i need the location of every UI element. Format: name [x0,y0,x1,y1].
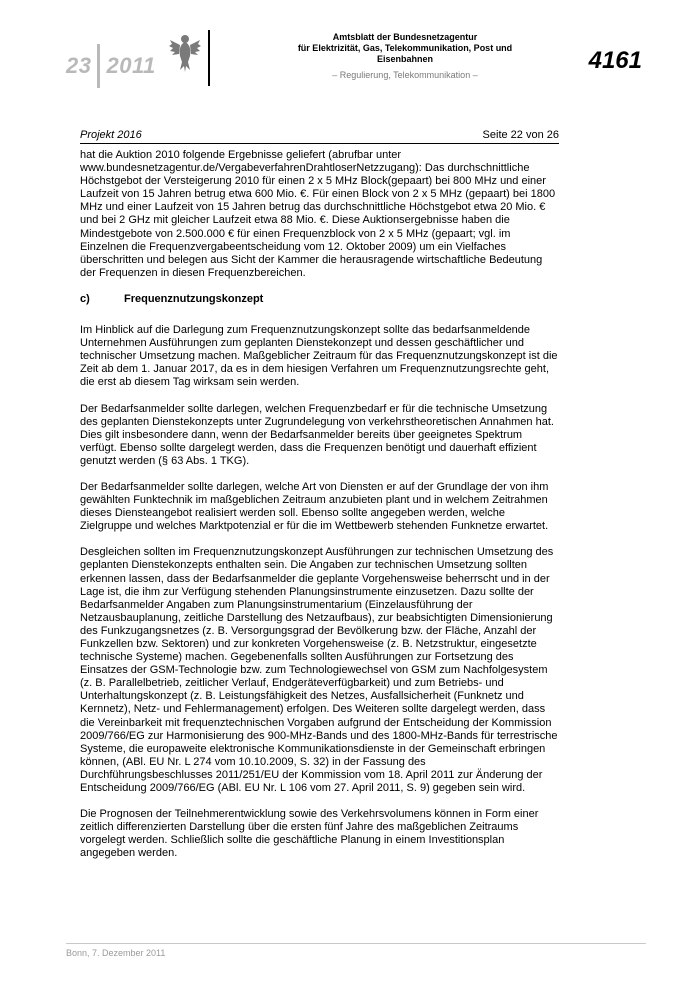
page-info: Seite 22 von 26 [482,129,559,141]
section-label: c) [80,292,90,305]
issue-number [66,42,156,90]
footer-place-date: Bonn, 7. Dezember 2011 [66,948,166,958]
gazette-line-1: Amtsblatt der Bundesnetzagentur [332,32,478,42]
running-header [80,129,559,144]
gazette-line-2: für Elektrizität, Gas, Telekommunikation, Post und Eisenbahnen [297,43,513,64]
project-name: Projekt 2016 [80,129,142,141]
document-body [80,149,560,874]
paragraph: Die Prognosen der Teilnehmerentwicklung sowie des Verkehrsvolumens können in Form einer zeitlich differenzierten Darstellung über die ersten fünf Jahre des maßgeblichen Zeitraums vorgelegt werden. Schließlich sollte die geschäftliche Planung in einem Investitionsplan angegeben werden. [80,808,539,860]
page-number: 4161 [588,47,642,74]
paragraph: Im Hinblick auf die Darlegung zum Frequenznutzungskonzept sollte das bedarfsanmeldende Unternehmen Ausführungen zum geplanten Dienstekonzept und dessen geschäftlicher und technischer Umsetzung machen. Maßgeblicher Zeitraum für das Frequenznutzungskonzept ist die Zeit ab dem 1. Januar 2017, da es in dem hiesigen Verfahren um Frequenznutzungsrechte geht, die erst ab diesem Tag wirksam sein werden. [80,324,558,389]
gazette-section: – Regulierung, Telekommunikation – [332,70,478,80]
paragraph: hat die Auktion 2010 folgende Ergebnisse geliefert (abrufbar unter www.bundesnetzagentur.de/VergabeverfahrenDrahtloserNetzzugang): Das durchschnittliche Höchstgebot der Versteigerung 2010 für einen 2 x 5 MHz Block(gepaart) bei 800 MHz und einer Laufzeit von 15 Jahren betrug etwa 600 Mio. €. Für einen Block von 2 x 5 MHz (gepaart) bei 1800 MHz und einer Laufzeit von 15 Jahren betrug das durchschnittliche Höchstgebot etwa 20 Mio. € und bei 2 GHz mit gleicher Laufzeit etwa 88 Mio. €. Diese Auktionsergebnisse haben die Mindestgebote von 2.500.000 € für einen Frequenzblock von 2 x 5 MHz (gepaart; vgl. im Einzelnen die Frequenzvergabeentscheidung vom 12. Oktober 2009) um ein Vielfaches überschritten und belegen aus Sicht der Kammer die herausragende wirtschaftliche Bedeutung der Frequenzen in diesen Frequenzbereichen. [80,149,556,279]
paragraph: Der Bedarfsanmelder sollte darlegen, welchen Frequenzbedarf er für die technische Umsetzung des geplanten Dienstekonzepts unter Zugrundelegung von verkehrstheoretischen Annahmen hat. Dies gilt insbesondere dann, wenn der Bedarfsanmelder bereits über geeignetes Spektrum verfügt. Ebenso sollte dargelegt werden, dass die Frequenzen benötigt und dauerhaft effizient genutzt werden (§ 63 Abs. 1 TKG). [80,402,554,467]
federal-eagle-icon [168,32,202,74]
issue-number-value: 23 [66,53,92,78]
issue-divider [97,44,100,88]
paragraph: Desgleichen sollten im Frequenznutzungskonzept Ausführungen zur technischen Umsetzung des geplanten Dienstekonzepts enthalten sein. Die Angaben zur technischen Umsetzung sollten erkennen lassen, dass der Bedarfsanmelder die geplante Vorgehensweise beherrscht und in der Lage ist, die ihm zur Verfügung stehenden Planungsinstrumente einzusetzen. Dazu sollte der Bedarfsanmelder Angaben zum Planungsinstrumentarium (Einzelausführung der Netzausbauplanung, zeitliche Darstellung des Netzaufbaus), zur beabsichtigten Dimensionierung des Funkzugangsnetzes (z. B. Versorgungsgrad der Bevölkerung bzw. der Fläche, Anzahl der Funkzellen bzw. Sektoren) und zur konkreten Vorgehensweise (z. B. Netzstruktur, eingesetzte technische Systeme) machen. Gegebenenfalls sollten Ausführungen zur Fortsetzung des Einsatzes der GSM-Technologie bzw. zum Technologiewechsel von GSM zum Nachfolgesystem (z. B. Parallelbetrieb, zeitlicher Verlauf, Endgeräteverfügbarkeit) und zum Betriebs- und Unterhaltungskonzept (z. B. Leistungsfähigkeit des Netzes, Ausfallsicherheit (Funknetz und Kernnetz), Netz- und Fehlermanagement) erfolgen. Des Weiteren sollte dargelegt werden, dass die Vereinbarkeit mit frequenztechnischen Vorgaben aufgrund der Entscheidung der Kommission 2009/766/EG zur Harmonisierung des 900-MHz-Bands und des 1800-MHz-Bands für terrestrische Systeme, die europaweite elektronische Kommunikationsdienste in der Gemeinschaft erbringen können, (ABl. EU Nr. L 274 vom 10.10.2009, S. 32) in der Fassung des Durchführungsbeschlusses 2011/251/EU der Kommission vom 18. April 2011 zur Änderung der Entscheidung 2009/766/EG (ABl. EU Nr. L 106 vom 27. April 2011, S. 9) gegeben sein wird. [80,546,558,795]
gazette-title [288,32,522,81]
section-heading [80,293,560,306]
issue-year: 2011 [106,53,156,78]
header-divider-line [208,30,210,86]
paragraph: Der Bedarfsanmelder sollte darlegen, welche Art von Diensten er auf der Grundlage der von ihm gewählten Funktechnik im maßgeblichen Zeitraum anzubieten plant und in welchem Zeitrahmen dieses Diensteangebot realisiert werden soll. Ebenso sollte angegeben werden, welche Zielgruppe und welches Marktpotenzial er für die im Wettbewerb stehenden Funknetze erwartet. [80,480,549,533]
footer-divider [66,943,646,944]
section-title: Frequenznutzungskonzept [124,292,264,305]
